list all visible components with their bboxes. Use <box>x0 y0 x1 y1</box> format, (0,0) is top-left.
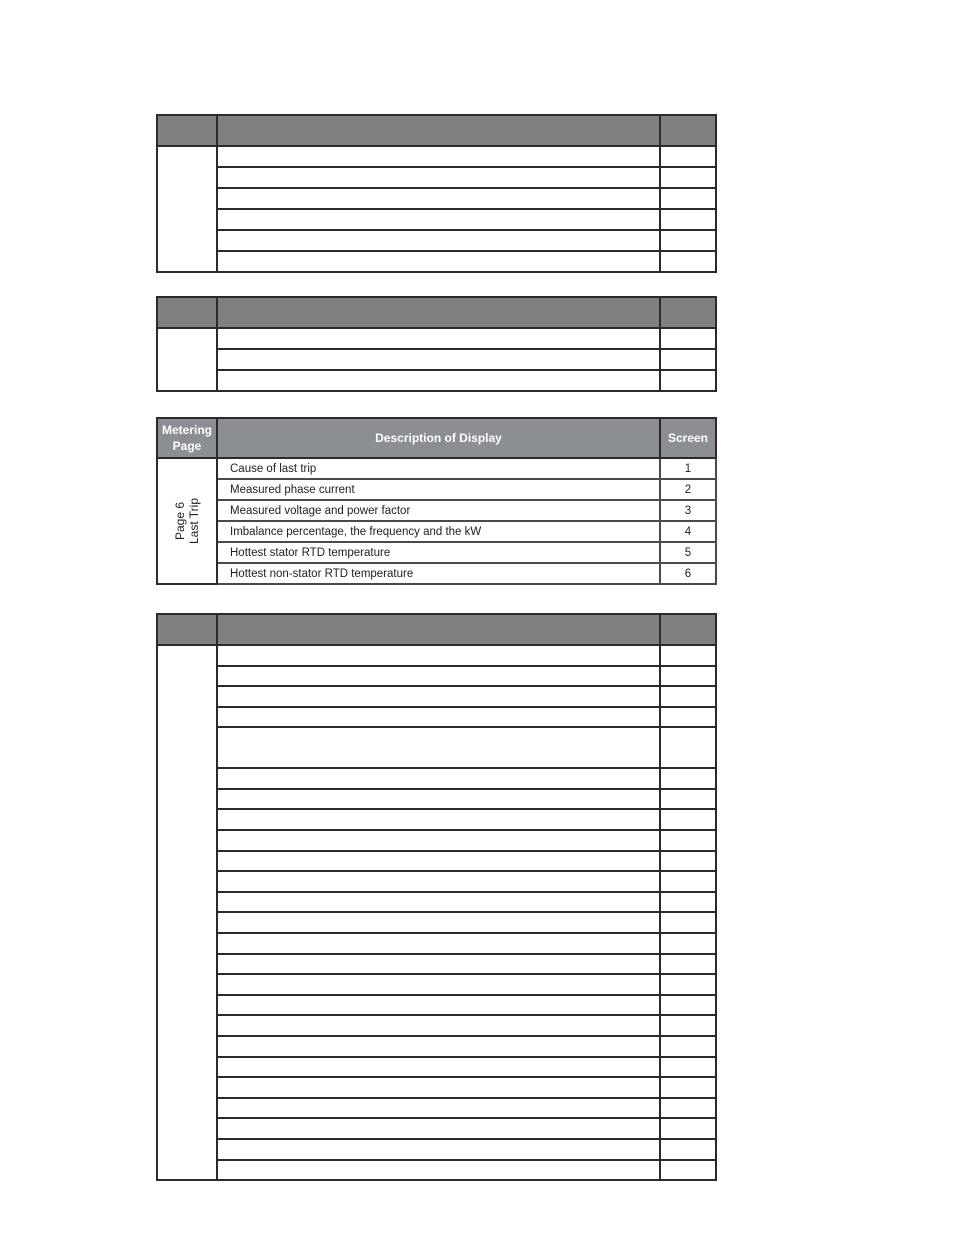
row-screen: 6 <box>660 563 716 584</box>
table-row <box>157 768 716 789</box>
table-header-row <box>157 297 716 328</box>
blank-table-3 <box>156 613 717 1181</box>
page-label-cell <box>157 458 217 584</box>
table-row <box>157 542 716 563</box>
table-row <box>157 892 716 912</box>
table-row <box>157 933 716 954</box>
table-row <box>157 349 716 370</box>
table-row <box>157 167 716 188</box>
metering-page-header: Metering Page <box>157 418 217 458</box>
table-row <box>157 479 716 500</box>
table-row <box>157 830 716 851</box>
table-row <box>157 230 716 251</box>
table-row <box>157 563 716 584</box>
table-row <box>157 188 716 209</box>
blank-table-1 <box>156 114 717 273</box>
row-screen: 4 <box>660 521 716 542</box>
table-row <box>157 209 716 230</box>
table-row <box>157 1077 716 1098</box>
table-row <box>157 251 716 272</box>
screen-header: Screen <box>660 418 716 458</box>
table-row <box>157 146 716 167</box>
row-screen: 5 <box>660 542 716 563</box>
table-row <box>157 645 716 666</box>
row-screen: 1 <box>660 458 716 479</box>
table-row <box>157 954 716 974</box>
row-screen: 2 <box>660 479 716 500</box>
table-header-row <box>157 614 716 645</box>
table-row <box>157 1118 716 1139</box>
row-description: Hottest non-stator RTD temperature <box>217 563 660 584</box>
row-screen: 3 <box>660 500 716 521</box>
row-description: Hottest stator RTD temperature <box>217 542 660 563</box>
table-row <box>157 458 716 479</box>
table-row <box>157 871 716 892</box>
description-header: Description of Display <box>217 418 660 458</box>
page-cell <box>157 146 217 272</box>
table-row <box>157 1160 716 1180</box>
table-row <box>157 1015 716 1036</box>
table-row <box>157 851 716 871</box>
table-header-row <box>157 115 716 146</box>
row-description: Measured voltage and power factor <box>217 500 660 521</box>
page-label-name: Last Trip <box>187 497 201 545</box>
table-row <box>157 1139 716 1160</box>
table-row <box>157 370 716 391</box>
table-row <box>157 789 716 809</box>
page-cell <box>157 645 217 1180</box>
table-row <box>157 995 716 1015</box>
page-cell <box>157 328 217 391</box>
table-row <box>157 727 716 768</box>
table-row <box>157 809 716 830</box>
table-row <box>157 1098 716 1118</box>
table-row <box>157 1057 716 1077</box>
page-label-number: Page 6 <box>173 501 187 541</box>
table-row <box>157 328 716 349</box>
table-row <box>157 974 716 995</box>
table-row <box>157 666 716 686</box>
table-row <box>157 707 716 727</box>
metering-page-table <box>156 417 717 585</box>
row-description: Cause of last trip <box>217 458 660 479</box>
blank-table-2 <box>156 296 717 392</box>
page-label <box>173 498 201 544</box>
row-description: Measured phase current <box>217 479 660 500</box>
row-description: Imbalance percentage, the frequency and the kW <box>217 521 660 542</box>
table-header-row <box>157 418 716 458</box>
table-row <box>157 521 716 542</box>
table-row <box>157 1036 716 1057</box>
table-row <box>157 500 716 521</box>
table-row <box>157 912 716 933</box>
table-row <box>157 686 716 707</box>
